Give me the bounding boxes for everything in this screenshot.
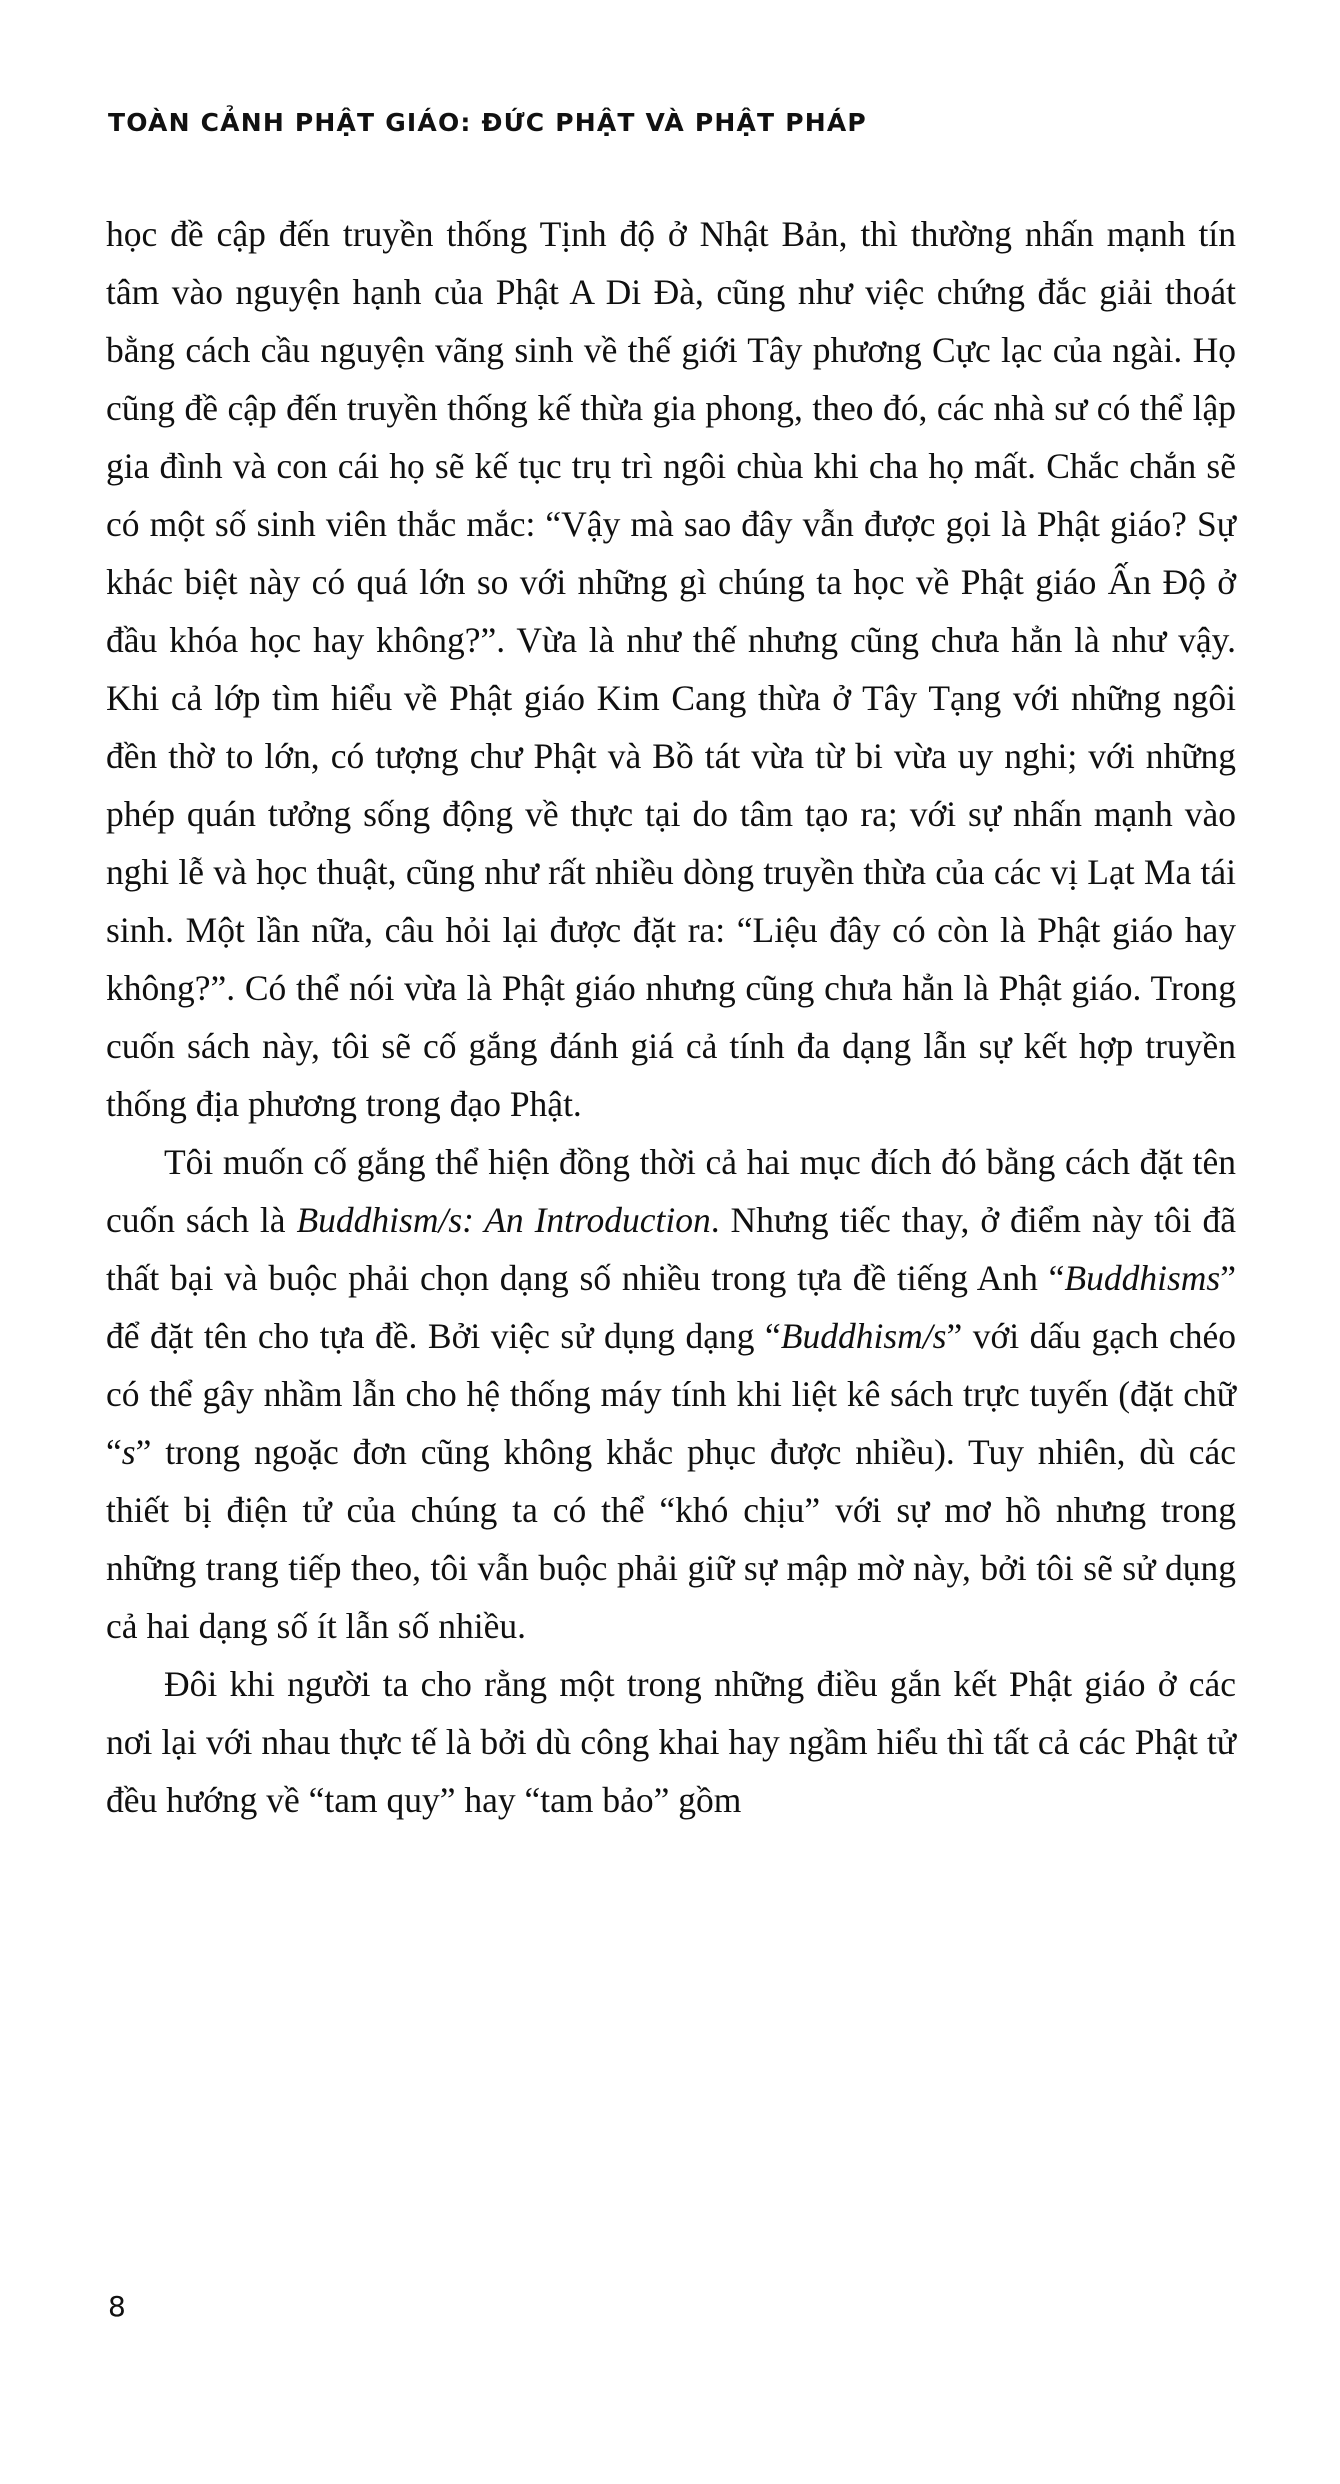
paragraph-3 <box>106 1655 1236 1829</box>
paragraph-1 <box>106 205 1236 1133</box>
body-text <box>106 205 1236 1829</box>
text-run: Đôi khi người ta cho rằng một trong những điều gắn kết Phật giáo ở các nơi lại với nhau thực tế là bởi dù công khai hay ngầm hiểu thì tất cả các Phật tử đều hướng về “tam quy” hay “tam bảo” gồm <box>106 1664 1236 1820</box>
text-run: ” với dấu gạch chéo có thể gây nhầm lẫn cho hệ thống máy tính khi liệt kê sách trực tuyến (đặt chữ “ <box>106 1316 1236 1472</box>
text-run: ” để đặt tên cho tựa đề. Bởi việc sử dụng dạng “ <box>106 1258 1236 1356</box>
running-head: TOÀN CẢNH PHẬT GIÁO: ĐỨC PHẬT VÀ PHẬT PHÁP <box>108 108 867 137</box>
text-run: học đề cập đến truyền thống Tịnh độ ở Nhật Bản, thì thường nhấn mạnh tín tâm vào nguyện hạnh của Phật A Di Đà, cũng như việc chứng đắc giải thoát bằng cách cầu nguyện vãng sinh về thế giới Tây phương Cực lạc của ngài. Họ cũng đề cập đến truyền thống kế thừa gia phong, theo đó, các nhà sư có thể lập gia đình và con cái họ sẽ kế tục trụ trì ngôi chùa khi cha họ mất. Chắc chắn sẽ có một số sinh viên thắc mắc: “Vậy mà sao đây vẫn được gọi là Phật giáo? Sự khác biệt này có quá lớn so với những gì chúng ta học về Phật giáo Ấn Độ ở đầu khóa học hay không?”. Vừa là như thế nhưng cũng chưa hẳn là như vậy. Khi cả lớp tìm hiểu về Phật giáo Kim Cang thừa ở Tây Tạng với những ngôi đền thờ to lớn, có tượng chư Phật và Bồ tát vừa từ bi vừa uy nghi; với những phép quán tưởng sống động về thực tại do tâm tạo ra; với sự nhấn mạnh vào nghi lễ và học thuật, cũng như rất nhiều dòng truyền thừa của các vị Lạt Ma tái sinh. Một lần nữa, câu hỏi lại được đặt ra: “Liệu đây có còn là Phật giáo hay không?”. Có thể nói vừa là Phật giáo nhưng cũng chưa hẳn là Phật giáo. Trong cuốn sách này, tôi sẽ cố gắng đánh giá cả tính đa dạng lẫn sự kết hợp truyền thống địa phương trong đạo Phật. <box>106 214 1236 1124</box>
italic-run: s <box>121 1432 136 1472</box>
paragraph-2 <box>106 1133 1236 1655</box>
italic-run: Buddhism/s <box>780 1316 947 1356</box>
text-run: . Nhưng tiếc thay, ở điểm này tôi đã thất bại và buộc phải chọn dạng số nhiều trong tựa đề tiếng Anh “ <box>106 1200 1236 1298</box>
page-number: 8 <box>108 2290 126 2323</box>
italic-run: Buddhism/s: An Introduction <box>296 1200 711 1240</box>
text-run: ” trong ngoặc đơn cũng không khắc phục được nhiều). Tuy nhiên, dù các thiết bị điện tử của chúng ta có thể “khó chịu” với sự mơ hồ nhưng trong những trang tiếp theo, tôi vẫn buộc phải giữ sự mập mờ này, bởi tôi sẽ sử dụng cả hai dạng số ít lẫn số nhiều. <box>106 1432 1236 1646</box>
text-run: Tôi muốn cố gắng thể hiện đồng thời cả hai mục đích đó bằng cách đặt tên cuốn sách là <box>106 1142 1236 1240</box>
italic-run: Buddhisms <box>1064 1258 1221 1298</box>
